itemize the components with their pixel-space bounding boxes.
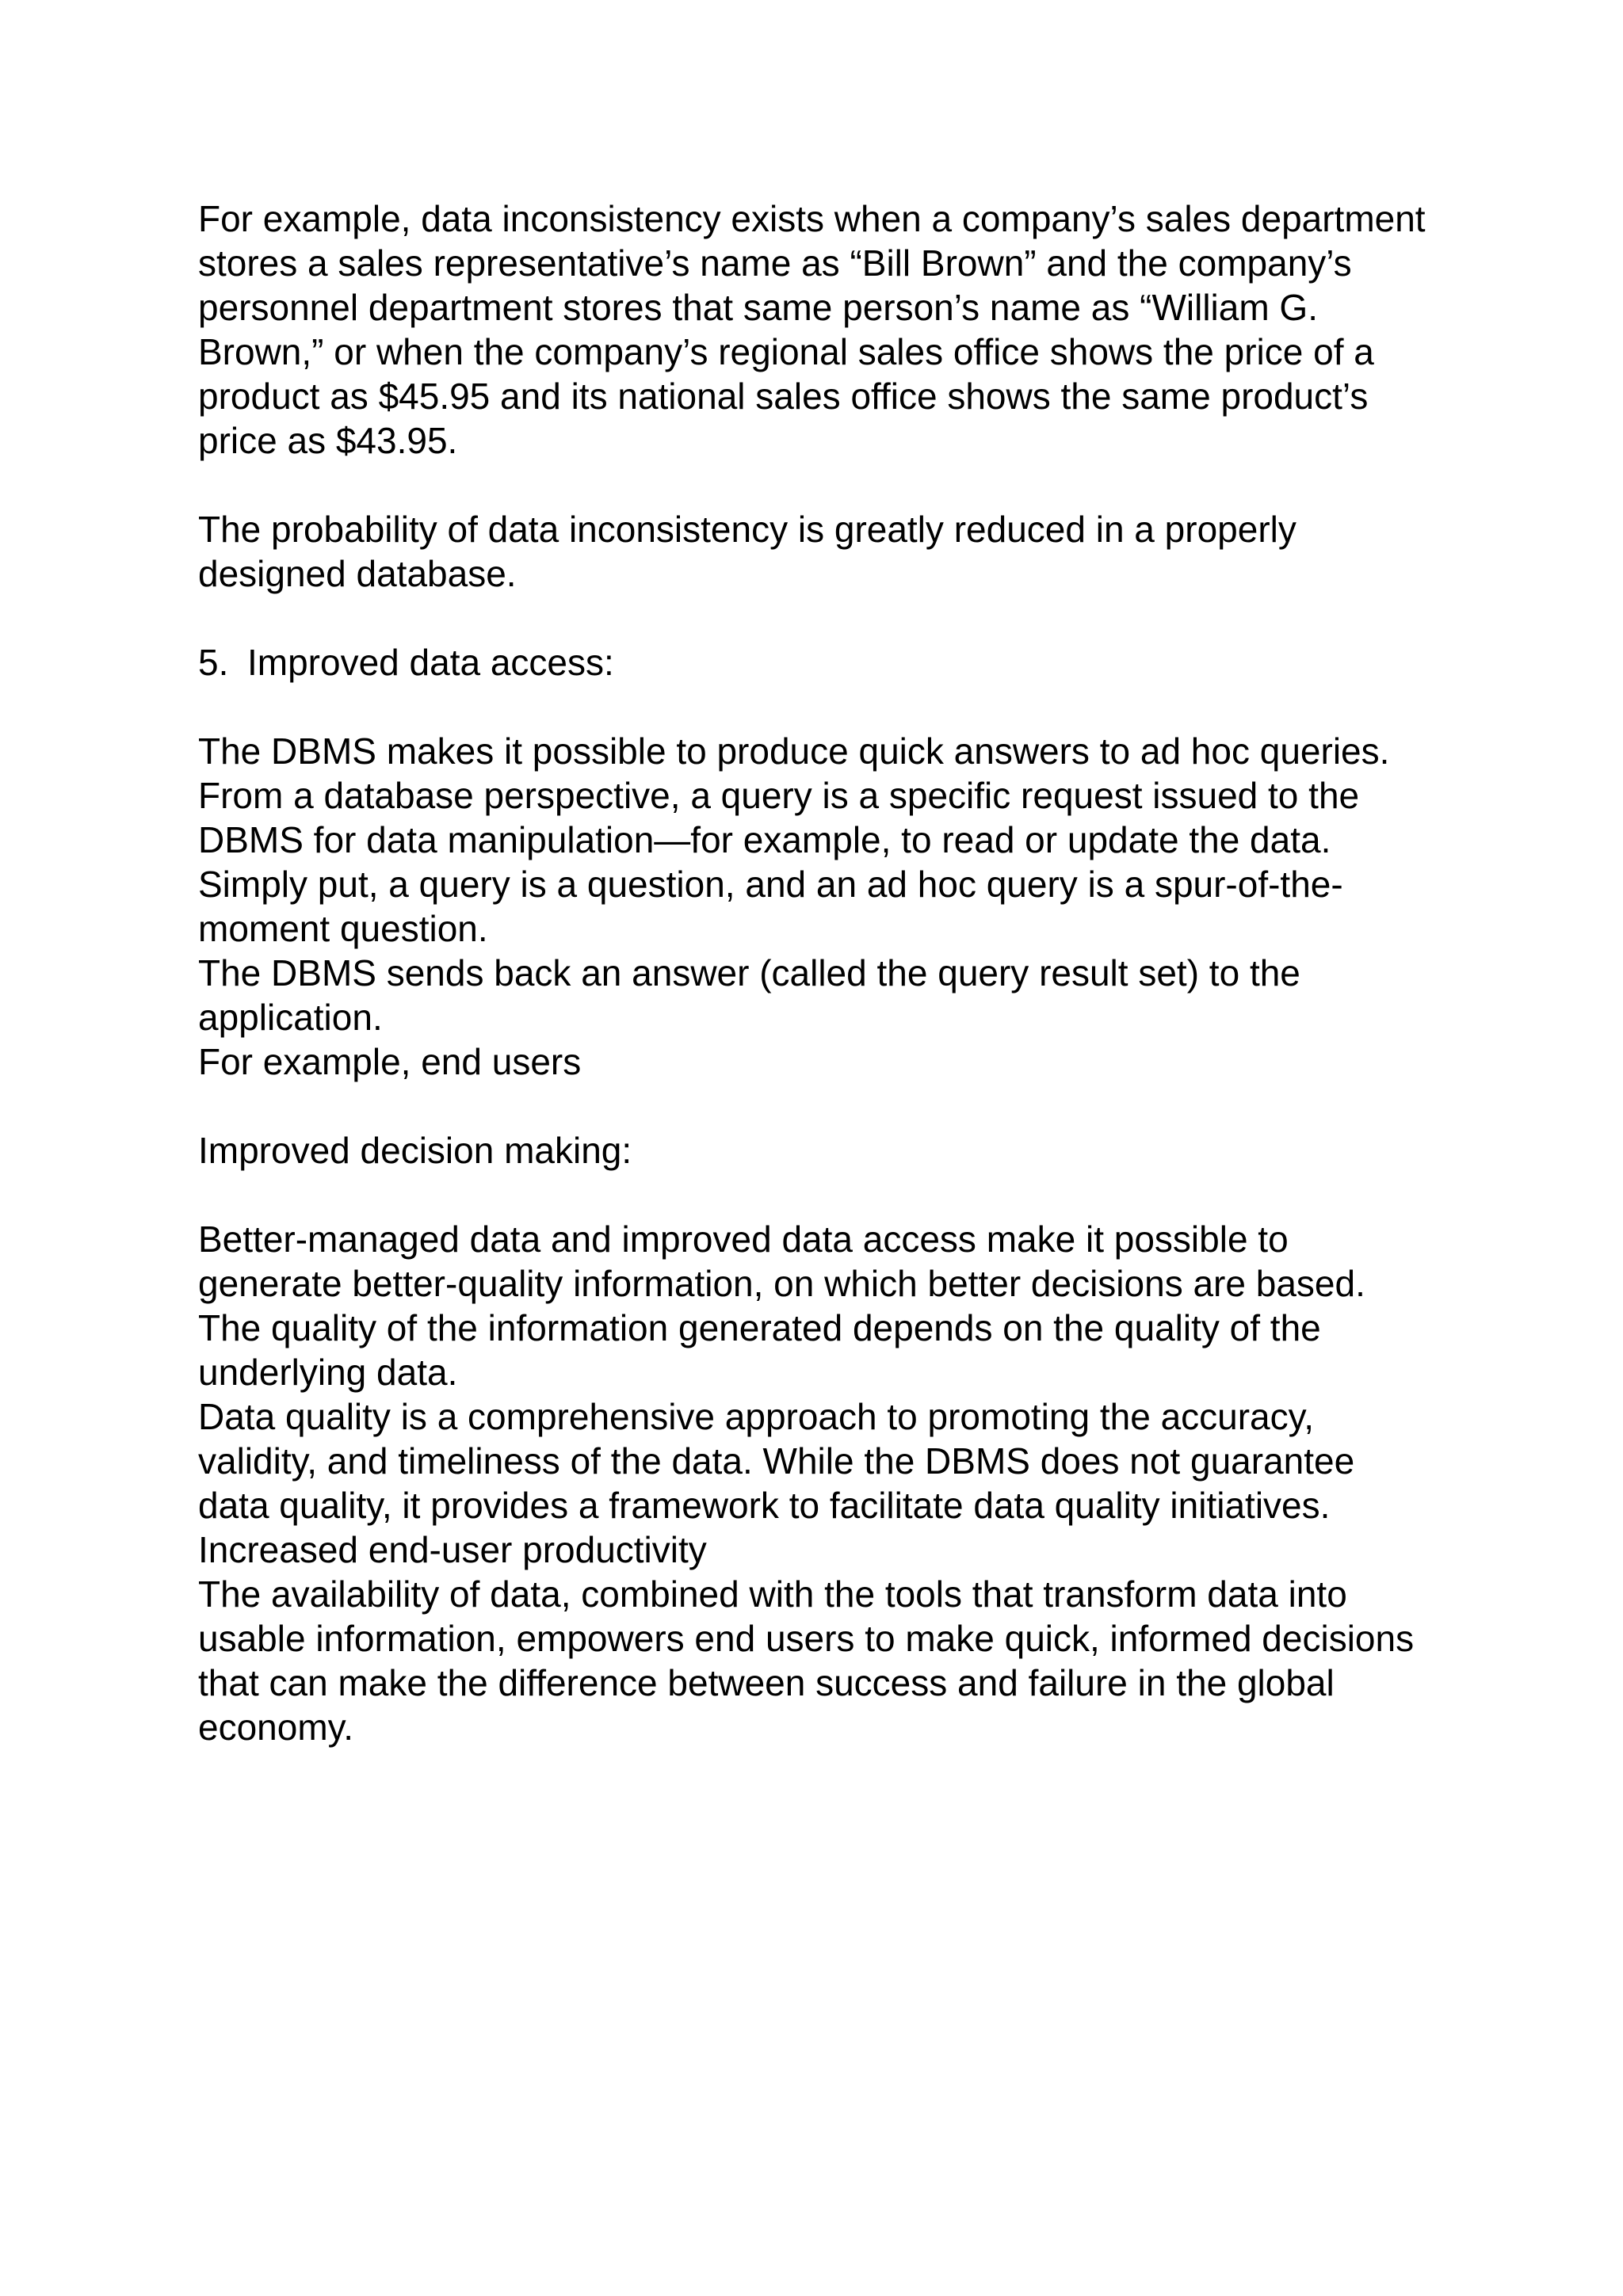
- text-line: that can make the difference between success and failure in the global: [198, 1662, 1335, 1703]
- text-line: product as $45.95 and its national sales office shows the same product’s: [198, 376, 1369, 417]
- text-line: economy.: [198, 1707, 354, 1748]
- heading-number: 5.: [198, 642, 229, 683]
- paragraph-spacer: [198, 596, 1498, 640]
- heading-text: Improved data access:: [247, 642, 614, 683]
- text-line: Brown,” or when the company’s regional sales office shows the price of a: [198, 331, 1374, 372]
- paragraph-spacer: [198, 685, 1498, 729]
- text-line: data quality, it provides a framework to facilitate data quality initiatives.: [198, 1485, 1331, 1526]
- paragraph-decision-making: [198, 1217, 1498, 1749]
- text-line: DBMS for data manipulation—for example, to read or update the data.: [198, 819, 1331, 860]
- paragraph-spacer: [198, 463, 1498, 507]
- text-line: Data quality is a comprehensive approach to promoting the accuracy,: [198, 1396, 1315, 1437]
- text-line: moment question.: [198, 908, 488, 949]
- text-line: For example, data inconsistency exists when a company’s sales department: [198, 198, 1426, 239]
- text-line: generate better-quality information, on which better decisions are based.: [198, 1263, 1365, 1304]
- text-line: underlying data.: [198, 1352, 458, 1393]
- text-line: The DBMS makes it possible to produce quick answers to ad hoc queries.: [198, 730, 1390, 772]
- text-line: Simply put, a query is a question, and an ad hoc query is a spur-of-the-: [198, 864, 1343, 905]
- paragraph-probability: [198, 507, 1498, 596]
- heading-improved-data-access: [198, 640, 1498, 685]
- paragraph-spacer: [198, 1173, 1498, 1217]
- text-line: Better-managed data and improved data access make it possible to: [198, 1219, 1289, 1260]
- text-line: The quality of the information generated depends on the quality of the: [198, 1307, 1321, 1348]
- text-line: The DBMS sends back an answer (called the query result set) to the: [198, 952, 1300, 994]
- text-line: The probability of data inconsistency is greatly reduced in a properly: [198, 509, 1296, 550]
- paragraph-inconsistency-example: [198, 196, 1498, 463]
- paragraph-spacer: [198, 1084, 1498, 1128]
- text-line: Increased end-user productivity: [198, 1529, 707, 1570]
- text-line: stores a sales representative’s name as “Bill Brown” and the company’s: [198, 242, 1352, 284]
- paragraph-data-access: [198, 729, 1498, 1084]
- heading-improved-decision-making: Improved decision making:: [198, 1130, 632, 1171]
- text-line: designed database.: [198, 553, 517, 594]
- text-line: personnel department stores that same person’s name as “William G.: [198, 287, 1318, 328]
- text-line: The availability of data, combined with the tools that transform data into: [198, 1573, 1347, 1615]
- document-page: [198, 196, 1498, 1749]
- text-line: validity, and timeliness of the data. While the DBMS does not guarantee: [198, 1440, 1355, 1482]
- text-line: From a database perspective, a query is a specific request issued to the: [198, 775, 1360, 816]
- text-line: usable information, empowers end users to make quick, informed decisions: [198, 1618, 1415, 1659]
- text-line: application.: [198, 997, 383, 1038]
- text-line: price as $43.95.: [198, 420, 458, 461]
- text-line: For example, end users: [198, 1041, 582, 1082]
